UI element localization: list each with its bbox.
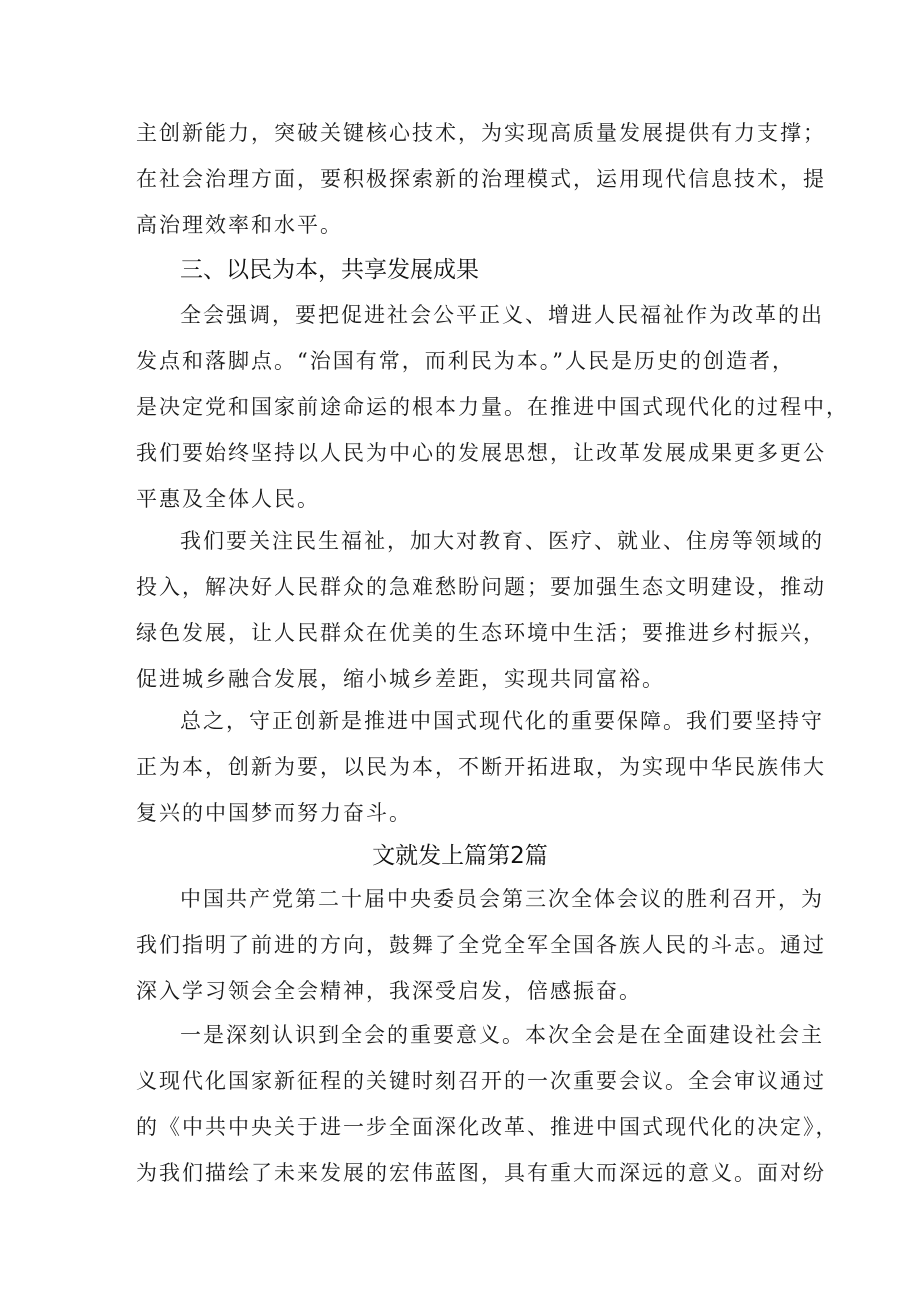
text-line: 一是深刻认识到全会的重要意义。本次全会是在全面建设社会主 <box>180 1023 824 1047</box>
text-line: 中国共产党第二十届中央委员会第三次全体会议的胜利召开，为 <box>180 887 824 911</box>
text-line: 投入，解决好人民群众的急难愁盼问题；要加强生态文明建设，推动 <box>136 575 826 599</box>
text-line: 是决定党和国家前途命运的根本力量。在推进中国式现代化的过程中， <box>136 395 849 419</box>
text-line: 我们要始终坚持以人民为中心的发展思想，让改革发展成果更多更公 <box>136 441 826 465</box>
text-line: 全会强调，要把促进社会公平正义、增进人民福祉作为改革的出 <box>180 303 824 327</box>
text-line: 我们指明了前进的方向，鼓舞了全党全军全国各族人民的斗志。通过 <box>136 933 826 957</box>
text-line: 我们要关注民生福祉，加大对教育、医疗、就业、住房等领域的 <box>180 529 824 553</box>
text-line: 促进城乡融合发展，缩小城乡差距，实现共同富裕。 <box>136 667 665 691</box>
text-line: 总之，守正创新是推进中国式现代化的重要保障。我们要坚持守 <box>180 709 824 733</box>
section-heading: 三、以民为本，共享发展成果 <box>180 257 479 283</box>
text-line: 深入学习领会全会精神，我深受启发，倍感振奋。 <box>136 979 642 1003</box>
text-line: 平惠及全体人民。 <box>136 487 320 511</box>
text-line: 在社会治理方面，要积极探索新的治理模式，运用现代信息技术，提 <box>136 167 826 191</box>
text-line: 为我们描绘了未来发展的宏伟蓝图，具有重大而深远的意义。面对纷 <box>136 1161 826 1185</box>
article-title: 文就发上篇第2篇 <box>372 843 548 869</box>
text-line: 高治理效率和水平。 <box>136 213 343 237</box>
text-line: 发点和落脚点。“治国有常，而利民为本。”人民是历史的创造者， <box>136 349 795 373</box>
text-line: 复兴的中国梦而努力奋斗。 <box>136 801 412 825</box>
text-line: 绿色发展，让人民群众在优美的生态环境中生活；要推进乡村振兴， <box>136 621 826 645</box>
text-line: 主创新能力，突破关键核心技术，为实现高质量发展提供有力支撑； <box>136 121 826 145</box>
text-line: 正为本，创新为要，以民为本，不断开拓进取，为实现中华民族伟大 <box>136 755 826 779</box>
text-line: 义现代化国家新征程的关键时刻召开的一次重要会议。全会审议通过 <box>136 1069 826 1093</box>
text-line: 的《中共中央关于进一步全面深化改革、推进中国式现代化的决定》， <box>136 1115 839 1139</box>
